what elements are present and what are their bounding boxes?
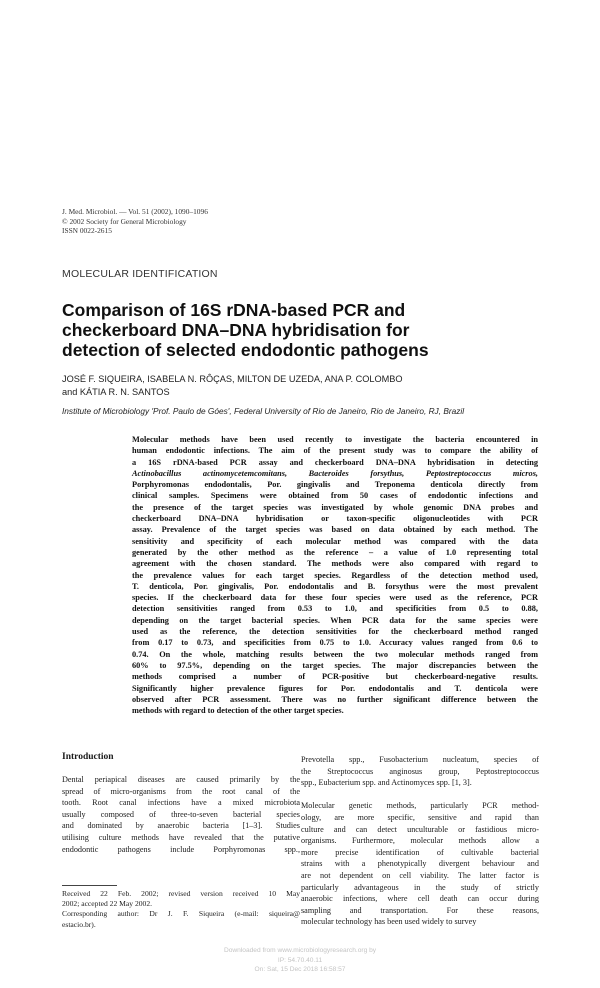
abstract-line: methods comprised a number of PCR-positive but checkerboard-negative results. xyxy=(132,672,538,682)
abstract-line: a 16S rDNA-based PCR assay and checkerboard DNA–DNA hybridisation in detecting xyxy=(132,457,538,467)
introduction-heading: Introduction xyxy=(62,752,114,762)
body-line: more precise identification of cultivable bacterial xyxy=(301,847,539,857)
title-line: detection of selected endodontic pathogens xyxy=(62,340,429,360)
author-list xyxy=(62,373,403,398)
body-line: culture and can detect unculturable or fastidious micro- xyxy=(301,824,539,834)
footnote xyxy=(62,889,300,930)
title-line: checkerboard DNA–DNA hybridisation for xyxy=(62,320,410,340)
body-line: and dominated by anaerobic bacteria [1–3]. Studies xyxy=(62,821,300,831)
body-line: are not dependent on cell viability. The latter factor is xyxy=(301,870,539,880)
abstract-line: Significantly higher prevalence figures for Por. endodontalis and T. denticola were xyxy=(132,683,538,693)
abstract-line: observed after PCR assessment. There was no further significant difference between the xyxy=(132,694,538,704)
body-line: endodontic pathogens include Porphyromonas spp., xyxy=(62,844,300,854)
abstract-line: Molecular methods have been used recently to investigate the bacteria encountered in xyxy=(132,435,538,444)
watermark-line: On: Sat, 15 Dec 2018 16:58:57 xyxy=(254,966,346,974)
body-line: Dental periapical diseases are caused primarily by the xyxy=(62,775,300,784)
abstract-line: assay. Prevalence of the target species was based on data obtained by each method. The xyxy=(132,525,538,535)
body-line: particularly advantageous in the study of strictly xyxy=(301,882,539,892)
abstract-line: the presence of the target species was investigated by whole genomic DNA probes and xyxy=(132,502,538,512)
abstract-line: used as the reference, the detection sensitivities for the checkerboard method ranged xyxy=(132,627,538,637)
footnote-divider xyxy=(62,885,117,886)
footnote-line: Corresponding author: Dr J. F. Siqueira (e-mail: siqueira@ xyxy=(62,909,300,919)
body-line: Molecular genetic methods, particularly PCR method- xyxy=(301,801,539,811)
abstract-line: sensitivity and specificity of each molecular method was compared with the data xyxy=(132,536,538,546)
watermark-line: IP: 54.70.40.11 xyxy=(277,956,323,964)
abstract-line: generated by the other method as the reference – a value of 1.0 representing total xyxy=(132,547,538,557)
journal-citation: J. Med. Microbiol. — Vol. 51 (2002), 1090–1096 xyxy=(62,207,208,216)
abstract-line: detection sensitivities ranged from 0.53 to 1.0, and specificities from 0.5 to 0.88, xyxy=(132,604,538,614)
abstract-line: species. If the checkerboard data for these four species were used as the reference, PCR xyxy=(132,593,538,603)
abstract-line: from 0.17 to 0.73, and specificities from 0.75 to 1.0. Accuracy values ranged from 0.6 to xyxy=(132,638,538,648)
body-line: Prevotella spp., Fusobacterium nucleatum, species of xyxy=(301,755,539,764)
body-line: organisms. Furthermore, molecular methods allow a xyxy=(301,836,539,846)
journal-citation-block xyxy=(62,207,208,236)
abstract-line: Porphyromonas endodontalis, Por. gingivalis and Treponema denticola directly from xyxy=(132,480,538,490)
body-line: molecular technology has been used widely to survey xyxy=(301,917,477,927)
authors-line: JOSÉ F. SIQUEIRA, ISABELA N. RÔÇAS, MILTON DE UZEDA, ANA P. COLOMBO xyxy=(62,374,403,384)
authors-line: and KÁTIA R. N. SANTOS xyxy=(62,386,170,397)
abstract-line: 0.74. On the whole, matching results between the two molecular methods ranged from xyxy=(132,649,538,659)
abstract xyxy=(132,434,538,716)
footnote-line: estacio.br). xyxy=(62,919,96,929)
body-line: sampling and transportation. For these reasons, xyxy=(301,905,539,915)
footnote-line: Received 22 Feb. 2002; revised version received 10 May xyxy=(62,889,300,898)
abstract-line: methods with regard to detection of the other target species. xyxy=(132,706,344,716)
journal-copyright: © 2002 Society for General Microbiology xyxy=(62,216,187,226)
body-line: the Streptococcus anginosus group, Peptostreptococcus xyxy=(301,766,539,776)
body-line: spp., Eubacterium spp. and Actinomyces spp. [1, 3]. xyxy=(301,778,472,788)
body-line: tooth. Root canal infections have a mixed microbiota xyxy=(62,798,300,808)
abstract-line: Actinobacillus actinomycetemcomitans, Bacteroides forsythus, Peptostreptococcus micros, xyxy=(132,468,538,478)
download-watermark xyxy=(0,946,600,975)
abstract-line: checkerboard DNA–DNA hybridisation or taxon-specific oligonucleotides with PCR xyxy=(132,514,538,524)
body-line: ology, are more specific, sensitive and rapid than xyxy=(301,812,539,822)
right-column-text xyxy=(301,754,539,928)
abstract-line: agreement with the chosen standard. The methods were also compared with regard to xyxy=(132,559,538,569)
abstract-line: 60% to 97.5%, depending on the target species. The major discrepancies between the xyxy=(132,660,538,670)
abstract-line: depending on the target bacterial species. When PCR data for the same species were xyxy=(132,615,538,625)
article-title xyxy=(62,300,542,360)
body-line: utilising culture methods have revealed that the putative xyxy=(62,832,300,842)
body-line: usually composed of three-to-seven bacterial species xyxy=(62,809,300,819)
journal-issn: ISSN 0022-2615 xyxy=(62,226,112,236)
affiliation: Institute of Microbiology 'Prof. Paulo de Góes', Federal University of Rio de Janeiro, Rio de Janeiro, RJ, Brazil xyxy=(62,406,465,416)
body-line: anaerobic infections, where cell death can occur during xyxy=(301,894,539,904)
section-label: MOLECULAR IDENTIFICATION xyxy=(62,268,218,280)
watermark-line: Downloaded from www.microbiologyresearch.org by xyxy=(223,947,377,954)
abstract-line: clinical samples. Specimens were obtained from 50 cases of endodontic infections and xyxy=(132,491,538,501)
footnote-line: 2002; accepted 22 May 2002. xyxy=(62,899,153,909)
title-line: Comparison of 16S rDNA-based PCR and xyxy=(62,300,406,320)
body-line: strains with a phenotypically divergent behaviour and xyxy=(301,859,539,869)
left-column-text xyxy=(62,774,300,855)
abstract-line: the prevalence values for each target species. Regardless of the detection method used, xyxy=(132,570,538,580)
abstract-line: T. denticola, Por. gingivalis, Por. endodontalis and B. forsythus were the most prevalent xyxy=(132,581,538,591)
body-line: spread of micro-organisms from the root canal of the xyxy=(62,786,300,796)
abstract-line: human endodontic infections. The aim of the present study was to compare the ability of xyxy=(132,446,538,456)
